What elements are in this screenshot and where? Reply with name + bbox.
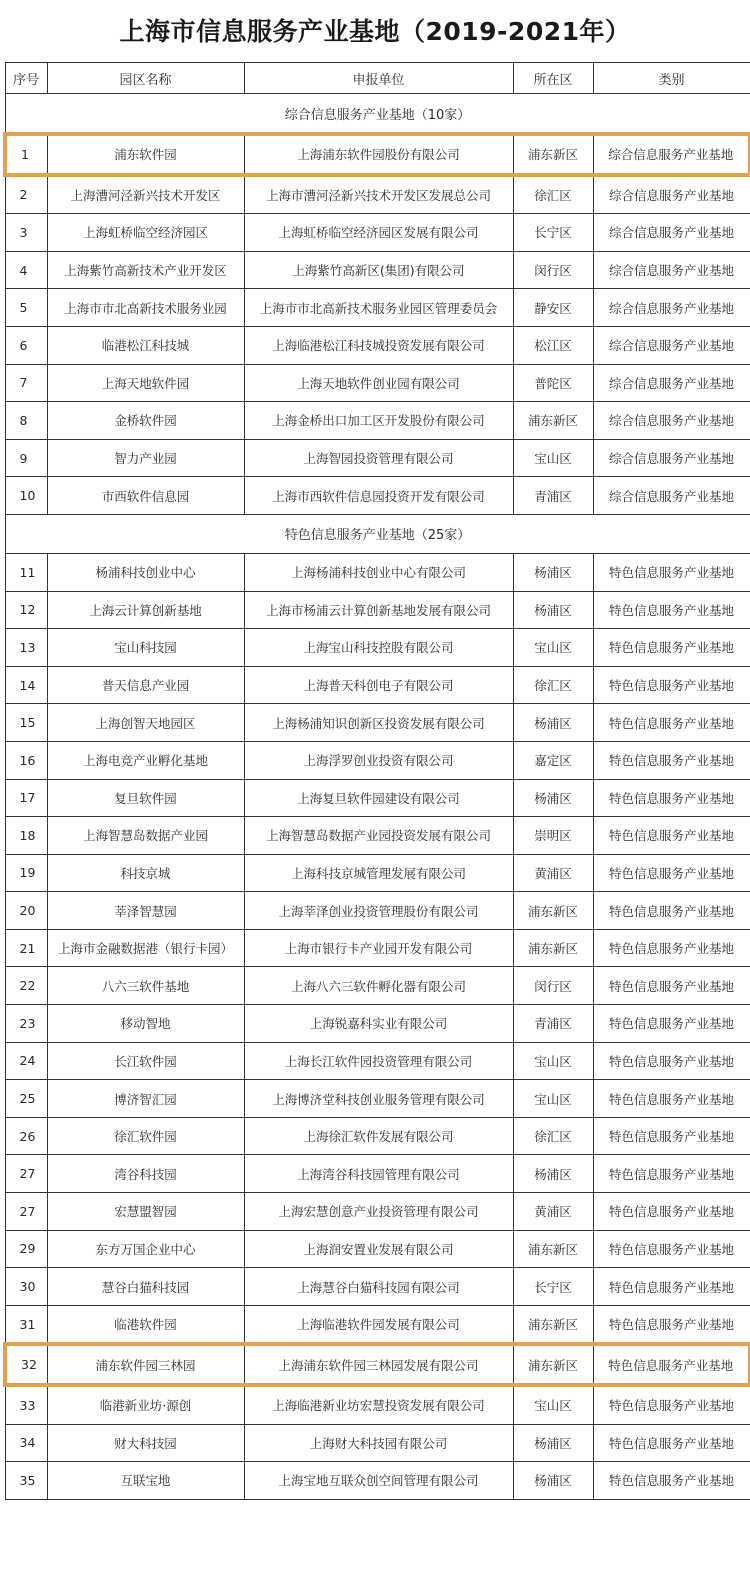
table-row — [5, 1193, 750, 1231]
table-row — [5, 214, 750, 252]
cell-category: 特色信息服务产业基地 — [593, 892, 750, 930]
header-district: 所在区 — [513, 63, 593, 94]
cell-district: 浦东新区 — [513, 1305, 593, 1344]
cell-applicant: 上海科技京城管理发展有限公司 — [244, 854, 513, 892]
cell-park-name: 上海创智天地园区 — [47, 704, 244, 742]
cell-district: 杨浦区 — [513, 591, 593, 629]
cell-category: 综合信息服务产业基地 — [593, 134, 750, 175]
page-title: 上海市信息服务产业基地（2019-2021年） — [119, 17, 631, 46]
table-row — [5, 1268, 750, 1306]
cell-category: 特色信息服务产业基地 — [593, 779, 750, 817]
cell-district: 浦东新区 — [513, 892, 593, 930]
table-row — [5, 553, 750, 591]
cell-district: 杨浦区 — [513, 553, 593, 591]
cell-applicant: 上海湾谷科技园管理有限公司 — [244, 1155, 513, 1193]
header-category: 类别 — [593, 63, 750, 94]
cell-park-name: 慧谷白猫科技园 — [47, 1268, 244, 1306]
cell-district: 长宁区 — [513, 1268, 593, 1306]
section-label: 综合信息服务产业基地（10家） — [5, 94, 750, 135]
table-row — [5, 967, 750, 1005]
table-row — [5, 666, 750, 704]
cell-district: 浦东新区 — [513, 1344, 593, 1385]
cell-district: 闵行区 — [513, 967, 593, 1005]
cell-park-name: 上海电竞产业孵化基地 — [47, 741, 244, 779]
table-row — [5, 817, 750, 855]
cell-park-name: 复旦软件园 — [47, 779, 244, 817]
header-park-name: 园区名称 — [47, 63, 244, 94]
cell-district: 宝山区 — [513, 1385, 593, 1424]
section-label: 特色信息服务产业基地（25家） — [5, 514, 750, 553]
cell-district: 浦东新区 — [513, 929, 593, 967]
cell-applicant: 上海临港松江科技城投资发展有限公司 — [244, 326, 513, 364]
table-body — [5, 94, 750, 1500]
cell-park-name: 湾谷科技园 — [47, 1155, 244, 1193]
cell-no: 10 — [5, 477, 47, 515]
table-row — [5, 591, 750, 629]
cell-category: 特色信息服务产业基地 — [593, 1193, 750, 1231]
cell-category: 综合信息服务产业基地 — [593, 439, 750, 477]
table-row — [5, 402, 750, 440]
cell-category: 特色信息服务产业基地 — [593, 741, 750, 779]
cell-category: 特色信息服务产业基地 — [593, 854, 750, 892]
cell-district: 杨浦区 — [513, 704, 593, 742]
cell-no: 8 — [5, 402, 47, 440]
table-row — [5, 1042, 750, 1080]
cell-category: 特色信息服务产业基地 — [593, 591, 750, 629]
cell-district: 黄浦区 — [513, 854, 593, 892]
cell-park-name: 上海天地软件园 — [47, 364, 244, 402]
table-row — [5, 326, 750, 364]
cell-park-name: 浦东软件园三林园 — [47, 1344, 244, 1385]
cell-applicant: 上海市杨浦云计算创新基地发展有限公司 — [244, 591, 513, 629]
cell-district: 杨浦区 — [513, 1462, 593, 1500]
table-row — [5, 1424, 750, 1462]
cell-category: 特色信息服务产业基地 — [593, 666, 750, 704]
cell-no: 25 — [5, 1080, 47, 1118]
cell-district: 宝山区 — [513, 1080, 593, 1118]
cell-no: 15 — [5, 704, 47, 742]
cell-applicant: 上海浦东软件园股份有限公司 — [244, 134, 513, 175]
cell-applicant: 上海八六三软件孵化器有限公司 — [244, 967, 513, 1005]
cell-park-name: 莘泽智慧园 — [47, 892, 244, 930]
cell-park-name: 临港松江科技城 — [47, 326, 244, 364]
cell-no: 20 — [5, 892, 47, 930]
cell-park-name: 宏慧盟智园 — [47, 1193, 244, 1231]
cell-applicant: 上海市西软件信息园投资开发有限公司 — [244, 477, 513, 515]
cell-category: 特色信息服务产业基地 — [593, 704, 750, 742]
cell-category: 特色信息服务产业基地 — [593, 629, 750, 667]
cell-category: 特色信息服务产业基地 — [593, 1385, 750, 1424]
cell-applicant: 上海浮罗创业投资有限公司 — [244, 741, 513, 779]
cell-no: 24 — [5, 1042, 47, 1080]
cell-no: 29 — [5, 1230, 47, 1268]
cell-category: 特色信息服务产业基地 — [593, 1424, 750, 1462]
cell-applicant: 上海莘泽创业投资管理股份有限公司 — [244, 892, 513, 930]
cell-district: 宝山区 — [513, 629, 593, 667]
cell-no: 14 — [5, 666, 47, 704]
cell-district: 浦东新区 — [513, 134, 593, 175]
cell-district: 松江区 — [513, 326, 593, 364]
cell-applicant: 上海锐嘉科实业有限公司 — [244, 1005, 513, 1043]
cell-park-name: 普天信息产业园 — [47, 666, 244, 704]
cell-park-name: 长江软件园 — [47, 1042, 244, 1080]
cell-park-name: 智力产业园 — [47, 439, 244, 477]
cell-no: 17 — [5, 779, 47, 817]
table-row — [5, 892, 750, 930]
cell-applicant: 上海慧谷白猫科技园有限公司 — [244, 1268, 513, 1306]
cell-district: 闵行区 — [513, 251, 593, 289]
info-service-base-table — [3, 62, 750, 1500]
cell-applicant: 上海智慧岛数据产业园投资发展有限公司 — [244, 817, 513, 855]
cell-no: 31 — [5, 1305, 47, 1344]
cell-no: 12 — [5, 591, 47, 629]
section-header-row — [5, 94, 750, 135]
cell-park-name: 宝山科技园 — [47, 629, 244, 667]
cell-no: 4 — [5, 251, 47, 289]
cell-applicant: 上海润安置业发展有限公司 — [244, 1230, 513, 1268]
cell-district: 杨浦区 — [513, 779, 593, 817]
cell-district: 宝山区 — [513, 439, 593, 477]
table-row — [5, 1080, 750, 1118]
cell-park-name: 临港新业坊·源创 — [47, 1385, 244, 1424]
cell-applicant: 上海博济堂科技创业服务管理有限公司 — [244, 1080, 513, 1118]
cell-district: 普陀区 — [513, 364, 593, 402]
cell-park-name: 徐汇软件园 — [47, 1117, 244, 1155]
cell-category: 特色信息服务产业基地 — [593, 1005, 750, 1043]
cell-district: 杨浦区 — [513, 1155, 593, 1193]
table-row — [5, 289, 750, 327]
table-row — [5, 1385, 750, 1424]
table-row — [5, 1005, 750, 1043]
table-row — [5, 1305, 750, 1344]
cell-applicant: 上海市银行卡产业园开发有限公司 — [244, 929, 513, 967]
cell-applicant: 上海市漕河泾新兴技术开发区发展总公司 — [244, 175, 513, 214]
table-row — [5, 1230, 750, 1268]
header-applicant: 申报单位 — [244, 63, 513, 94]
cell-no: 27 — [5, 1193, 47, 1231]
cell-no: 19 — [5, 854, 47, 892]
table-row — [5, 364, 750, 402]
cell-no: 18 — [5, 817, 47, 855]
cell-park-name: 浦东软件园 — [47, 134, 244, 175]
cell-applicant: 上海智园投资管理有限公司 — [244, 439, 513, 477]
cell-district: 青浦区 — [513, 477, 593, 515]
cell-district: 杨浦区 — [513, 1424, 593, 1462]
cell-district: 徐汇区 — [513, 666, 593, 704]
cell-park-name: 移动智地 — [47, 1005, 244, 1043]
cell-district: 徐汇区 — [513, 175, 593, 214]
cell-applicant: 上海天地软件创业园有限公司 — [244, 364, 513, 402]
table-row — [5, 1155, 750, 1193]
cell-district: 嘉定区 — [513, 741, 593, 779]
cell-district: 长宁区 — [513, 214, 593, 252]
cell-no: 3 — [5, 214, 47, 252]
cell-category: 综合信息服务产业基地 — [593, 251, 750, 289]
table-row — [5, 175, 750, 214]
cell-park-name: 八六三软件基地 — [47, 967, 244, 1005]
cell-category: 特色信息服务产业基地 — [593, 1305, 750, 1344]
cell-no: 23 — [5, 1005, 47, 1043]
section-header-row — [5, 514, 750, 553]
cell-no: 11 — [5, 553, 47, 591]
cell-park-name: 上海智慧岛数据产业园 — [47, 817, 244, 855]
cell-park-name: 博济智汇园 — [47, 1080, 244, 1118]
cell-no: 5 — [5, 289, 47, 327]
table-row — [5, 1117, 750, 1155]
cell-park-name: 上海虹桥临空经济园区 — [47, 214, 244, 252]
cell-park-name: 杨浦科技创业中心 — [47, 553, 244, 591]
cell-district: 徐汇区 — [513, 1117, 593, 1155]
cell-park-name: 东方万国企业中心 — [47, 1230, 244, 1268]
cell-no: 13 — [5, 629, 47, 667]
cell-category: 特色信息服务产业基地 — [593, 1268, 750, 1306]
table-row — [5, 251, 750, 289]
cell-category: 特色信息服务产业基地 — [593, 817, 750, 855]
cell-district: 浦东新区 — [513, 402, 593, 440]
cell-no: 34 — [5, 1424, 47, 1462]
cell-category: 综合信息服务产业基地 — [593, 289, 750, 327]
cell-category: 综合信息服务产业基地 — [593, 175, 750, 214]
cell-park-name: 互联宝地 — [47, 1462, 244, 1500]
table-row — [5, 854, 750, 892]
cell-park-name: 临港软件园 — [47, 1305, 244, 1344]
cell-no: 27 — [5, 1155, 47, 1193]
cell-applicant: 上海宝地互联众创空间管理有限公司 — [244, 1462, 513, 1500]
cell-district: 浦东新区 — [513, 1230, 593, 1268]
cell-category: 特色信息服务产业基地 — [593, 1117, 750, 1155]
cell-park-name: 市西软件信息园 — [47, 477, 244, 515]
cell-no: 33 — [5, 1385, 47, 1424]
table-row — [5, 629, 750, 667]
cell-category: 综合信息服务产业基地 — [593, 364, 750, 402]
header-row — [5, 63, 750, 94]
cell-park-name: 财大科技园 — [47, 1424, 244, 1462]
table-row-highlighted — [5, 1344, 750, 1385]
cell-applicant: 上海浦东软件园三林园发展有限公司 — [244, 1344, 513, 1385]
table-row — [5, 477, 750, 515]
cell-category: 特色信息服务产业基地 — [593, 1155, 750, 1193]
cell-district: 宝山区 — [513, 1042, 593, 1080]
cell-applicant: 上海市市北高新技术服务业园区管理委员会 — [244, 289, 513, 327]
header-no: 序号 — [5, 63, 47, 94]
table-row — [5, 704, 750, 742]
cell-applicant: 上海临港软件园发展有限公司 — [244, 1305, 513, 1344]
table-row — [5, 439, 750, 477]
cell-applicant: 上海宝山科技控股有限公司 — [244, 629, 513, 667]
cell-category: 综合信息服务产业基地 — [593, 477, 750, 515]
cell-applicant: 上海宏慧创意产业投资管理有限公司 — [244, 1193, 513, 1231]
cell-applicant: 上海虹桥临空经济园区发展有限公司 — [244, 214, 513, 252]
cell-park-name: 上海漕河泾新兴技术开发区 — [47, 175, 244, 214]
cell-category: 特色信息服务产业基地 — [593, 1462, 750, 1500]
cell-park-name: 上海市金融数据港（银行卡园） — [47, 929, 244, 967]
cell-no: 16 — [5, 741, 47, 779]
cell-category: 特色信息服务产业基地 — [593, 1080, 750, 1118]
cell-district: 青浦区 — [513, 1005, 593, 1043]
cell-district: 崇明区 — [513, 817, 593, 855]
cell-applicant: 上海杨浦知识创新区投资发展有限公司 — [244, 704, 513, 742]
cell-no: 21 — [5, 929, 47, 967]
cell-category: 特色信息服务产业基地 — [593, 1230, 750, 1268]
cell-applicant: 上海复旦软件园建设有限公司 — [244, 779, 513, 817]
cell-park-name: 科技京城 — [47, 854, 244, 892]
table-row — [5, 779, 750, 817]
cell-applicant: 上海长江软件园投资管理有限公司 — [244, 1042, 513, 1080]
cell-category: 综合信息服务产业基地 — [593, 402, 750, 440]
cell-no: 35 — [5, 1462, 47, 1500]
table-row — [5, 741, 750, 779]
cell-category: 综合信息服务产业基地 — [593, 326, 750, 364]
cell-district: 静安区 — [513, 289, 593, 327]
cell-category: 综合信息服务产业基地 — [593, 214, 750, 252]
cell-category: 特色信息服务产业基地 — [593, 929, 750, 967]
cell-category: 特色信息服务产业基地 — [593, 967, 750, 1005]
cell-park-name: 金桥软件园 — [47, 402, 244, 440]
cell-no: 26 — [5, 1117, 47, 1155]
cell-no: 9 — [5, 439, 47, 477]
table-row-highlighted — [5, 134, 750, 175]
cell-park-name: 上海紫竹高新技术产业开发区 — [47, 251, 244, 289]
cell-no: 30 — [5, 1268, 47, 1306]
cell-district: 黄浦区 — [513, 1193, 593, 1231]
cell-no: 6 — [5, 326, 47, 364]
cell-category: 特色信息服务产业基地 — [593, 1042, 750, 1080]
cell-applicant: 上海财大科技园有限公司 — [244, 1424, 513, 1462]
cell-no: 1 — [5, 134, 47, 175]
table-row — [5, 1462, 750, 1500]
cell-no: 2 — [5, 175, 47, 214]
cell-category: 特色信息服务产业基地 — [593, 1344, 750, 1385]
cell-applicant: 上海徐汇软件发展有限公司 — [244, 1117, 513, 1155]
cell-applicant: 上海紫竹高新区(集团)有限公司 — [244, 251, 513, 289]
cell-applicant: 上海临港新业坊宏慧投资发展有限公司 — [244, 1385, 513, 1424]
cell-park-name: 上海云计算创新基地 — [47, 591, 244, 629]
table-row — [5, 929, 750, 967]
cell-category: 特色信息服务产业基地 — [593, 553, 750, 591]
cell-applicant: 上海杨浦科技创业中心有限公司 — [244, 553, 513, 591]
cell-no: 22 — [5, 967, 47, 1005]
cell-no: 7 — [5, 364, 47, 402]
cell-applicant: 上海金桥出口加工区开发股份有限公司 — [244, 402, 513, 440]
cell-applicant: 上海普天科创电子有限公司 — [244, 666, 513, 704]
cell-no: 32 — [5, 1344, 47, 1385]
cell-park-name: 上海市市北高新技术服务业园 — [47, 289, 244, 327]
